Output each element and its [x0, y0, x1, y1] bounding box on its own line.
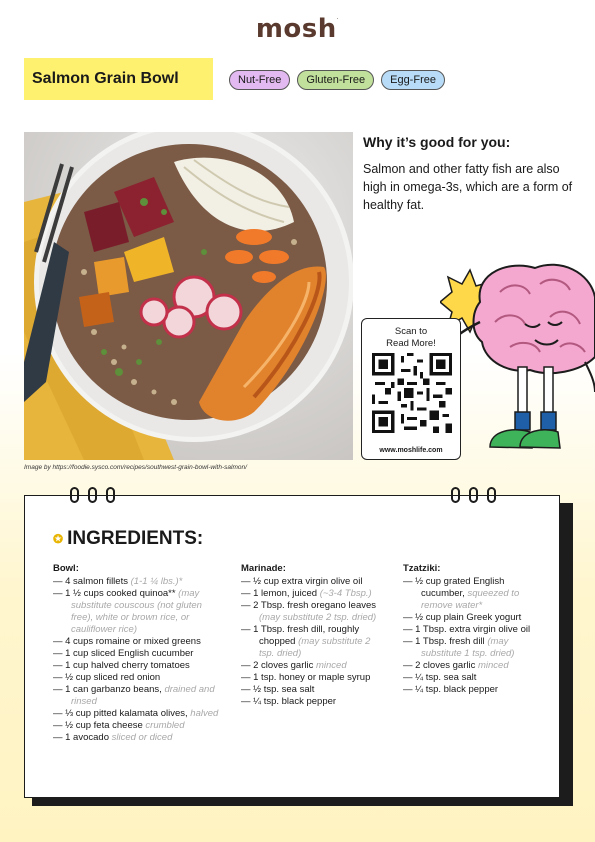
ingredient-item: [403, 612, 543, 624]
binder-ring: [469, 487, 478, 503]
binder-rings-right: [451, 487, 496, 503]
ingredients-column-marinade: [241, 563, 383, 708]
ingredient-text: — 4 salmon fillets: [53, 576, 128, 587]
recipe-photo: [24, 132, 353, 460]
qr-code[interactable]: [372, 353, 452, 433]
ingredient-text: — ½ cup sliced red onion: [53, 672, 161, 683]
ingredient-note: (may substitute 2 tsp. dried): [259, 636, 371, 659]
ingredient-text: — 1 Tbsp. fresh dill, roughly chopped: [241, 624, 360, 647]
ingredient-note: (~3-4 Tbsp.): [319, 588, 372, 599]
diet-tags: [229, 70, 445, 90]
ingredient-item: [403, 684, 543, 696]
ingredient-text: — 1 Tbsp. extra virgin olive oil: [403, 624, 531, 635]
ingredient-text: — ½ cup extra virgin olive oil: [241, 576, 363, 587]
ingredient-item: [403, 660, 543, 672]
tag-gluten-free: Gluten-Free: [297, 70, 374, 90]
photo-credit: Image by https://foodie.sysco.com/recipes/southwest-grain-bowl-with-salmon/: [24, 464, 247, 471]
tag-egg-free: Egg-Free: [381, 70, 445, 90]
ingredient-text: — ½ tsp. sea salt: [241, 684, 315, 695]
binder-ring: [451, 487, 460, 503]
ingredient-text: — ¼ tsp. sea salt: [403, 672, 477, 683]
ingredients-column-tzatziki: [403, 563, 543, 696]
ingredient-text: — 1 avocado: [53, 732, 109, 743]
ingredient-item: [53, 636, 225, 648]
brand-logo: mosh.: [255, 14, 340, 44]
ingredient-text: — ¼ tsp. black pepper: [403, 684, 499, 695]
ingredient-item: [241, 684, 383, 696]
ingredient-item: [53, 660, 225, 672]
ingredient-item: [53, 720, 225, 732]
ingredient-note: (may substitute 1 tsp. dried): [421, 636, 515, 659]
ingredient-item: [403, 672, 543, 684]
binder-ring: [88, 487, 97, 503]
tag-nut-free: Nut-Free: [229, 70, 290, 90]
recipe-title: Salmon Grain Bowl: [24, 58, 213, 100]
ingredient-text: — 1 tsp. honey or maple syrup: [241, 672, 371, 683]
ingredient-note: minced: [477, 660, 509, 671]
ingredient-text: — ½ cup grated English cucumber,: [403, 576, 505, 599]
ingredient-item: [241, 696, 383, 708]
ingredient-text: — ¼ tsp. black pepper: [241, 696, 337, 707]
ingredient-item: [241, 672, 383, 684]
ingredient-item: [241, 576, 383, 588]
ingredients-column-heading: Tzatziki:: [403, 563, 441, 574]
ingredient-text: — 4 cups romaine or mixed greens: [53, 636, 201, 647]
star-icon: ✪: [53, 532, 64, 546]
ingredient-item: [241, 588, 383, 600]
ingredient-text: — 2 Tbsp. fresh oregano leaves: [241, 600, 377, 611]
ingredients-column-bowl: [53, 563, 225, 744]
ingredient-item: [241, 600, 383, 624]
ingredient-text: — 1 ½ cups cooked quinoa**: [53, 588, 176, 599]
ingredient-item: [241, 660, 383, 672]
ingredient-note: halved: [190, 708, 219, 719]
ingredient-text: — 2 cloves garlic: [403, 660, 476, 671]
ingredient-text: — 1 lemon, juiced: [241, 588, 318, 599]
ingredient-item: [403, 576, 543, 612]
ingredient-note: (may substitute couscous (not gluten free), white or brown rice, or cauliflower rice): [71, 588, 202, 635]
binder-rings-left: [70, 487, 115, 503]
ingredient-item: [53, 672, 225, 684]
ingredient-text: — ⅓ cup pitted kalamata olives,: [53, 708, 188, 719]
ingredients-column-heading: Bowl:: [53, 563, 79, 574]
ingredient-note: (1-1 ¼ lbs.)*: [130, 576, 183, 587]
ingredient-text: — 1 can garbanzo beans,: [53, 684, 162, 695]
ingredient-text: — 1 cup halved cherry tomatoes: [53, 660, 190, 671]
qr-card[interactable]: [361, 318, 461, 460]
ingredients-heading: [53, 528, 203, 550]
ingredients-title-text: INGREDIENTS:: [67, 528, 204, 549]
ingredient-text: — ½ cup plain Greek yogurt: [403, 612, 522, 623]
why-text: Salmon and other fatty fish are also high in omega-3s, which are a form of healthy fat.: [363, 162, 573, 212]
ingredient-item: [403, 636, 543, 660]
binder-ring: [487, 487, 496, 503]
ingredient-text: — 1 Tbsp. fresh dill: [403, 636, 485, 647]
ingredient-note: squeezed to remove water*: [421, 588, 520, 611]
binder-ring: [106, 487, 115, 503]
ingredient-item: [403, 624, 543, 636]
ingredient-text: — ½ cup feta cheese: [53, 720, 143, 731]
ingredient-item: [53, 684, 225, 708]
ingredient-note: minced: [315, 660, 347, 671]
ingredient-item: [53, 732, 225, 744]
ingredient-item: [53, 576, 225, 588]
qr-url[interactable]: www.moshlife.com: [379, 447, 443, 454]
ingredient-note: (may substitute 2 tsp. dried): [259, 612, 377, 623]
ingredient-note: sliced or diced: [111, 732, 173, 743]
ingredient-text: — 1 cup sliced English cucumber: [53, 648, 194, 659]
qr-scan-label: Scan to Read More!: [386, 326, 436, 349]
binder-ring: [70, 487, 79, 503]
ingredient-text: — 2 cloves garlic: [241, 660, 314, 671]
ingredient-item: [53, 648, 225, 660]
ingredient-item: [53, 708, 225, 720]
brain-mascot-icon: [440, 262, 595, 460]
ingredient-item: [241, 624, 383, 660]
ingredient-note: drained and rinsed: [71, 684, 215, 707]
ingredient-note: crumbled: [145, 720, 185, 731]
ingredient-item: [53, 588, 225, 636]
why-heading: Why it’s good for you:: [363, 134, 511, 150]
ingredients-column-heading: Marinade:: [241, 563, 286, 574]
